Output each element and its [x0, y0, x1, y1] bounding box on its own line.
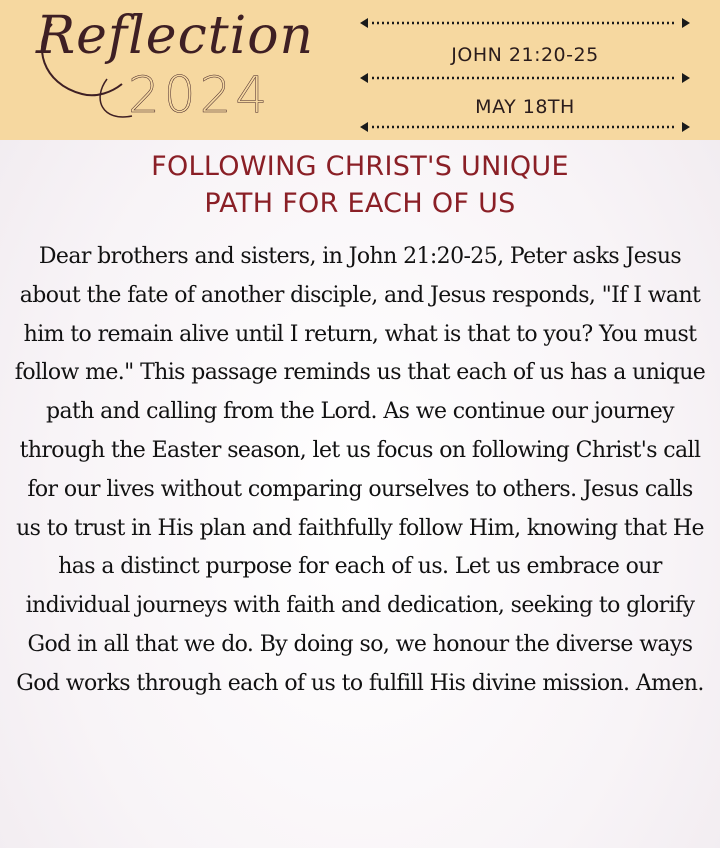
dotted-rule-arrow	[360, 122, 690, 132]
reflection-body: Dear brothers and sisters, in John 21:20-25, Peter asks Jesus about the fate of another disciple, and Jesus responds, "If I want him to remain alive until I return, what is that to you? You must follow me." This passage reminds us that each of us has a unique path and calling from the Lord. As we continue our journey through the Easter season, let us focus on following Christ's call for our lives without comparing ourselves to others. Jesus calls us to trust in His plan and faithfully follow Him, knowing that He has a distinct purpose for each of us. Let us embrace our individual journeys with faith and dedication, seeking to glorify God in all that we do. By doing so, we honour the diverse ways God works through each of us to fulfill His divine mission. Amen.	[14, 244, 706, 696]
dotted-rule-arrow	[360, 73, 690, 83]
logo-word: Reflection	[36, 6, 315, 66]
header-banner	[0, 0, 720, 140]
logo-year: 2024	[128, 66, 272, 124]
reflection-date: MAY 18TH	[475, 96, 575, 118]
title-line-1: FOLLOWING CHRIST'S UNIQUE	[151, 151, 569, 182]
reflection-title	[0, 148, 720, 222]
scripture-reference: JOHN 21:20-25	[451, 44, 599, 66]
reflection-logo	[22, 4, 342, 129]
title-line-2: PATH FOR EACH OF US	[204, 188, 516, 219]
reference-block	[360, 10, 690, 135]
dotted-rule-arrow	[360, 18, 690, 28]
